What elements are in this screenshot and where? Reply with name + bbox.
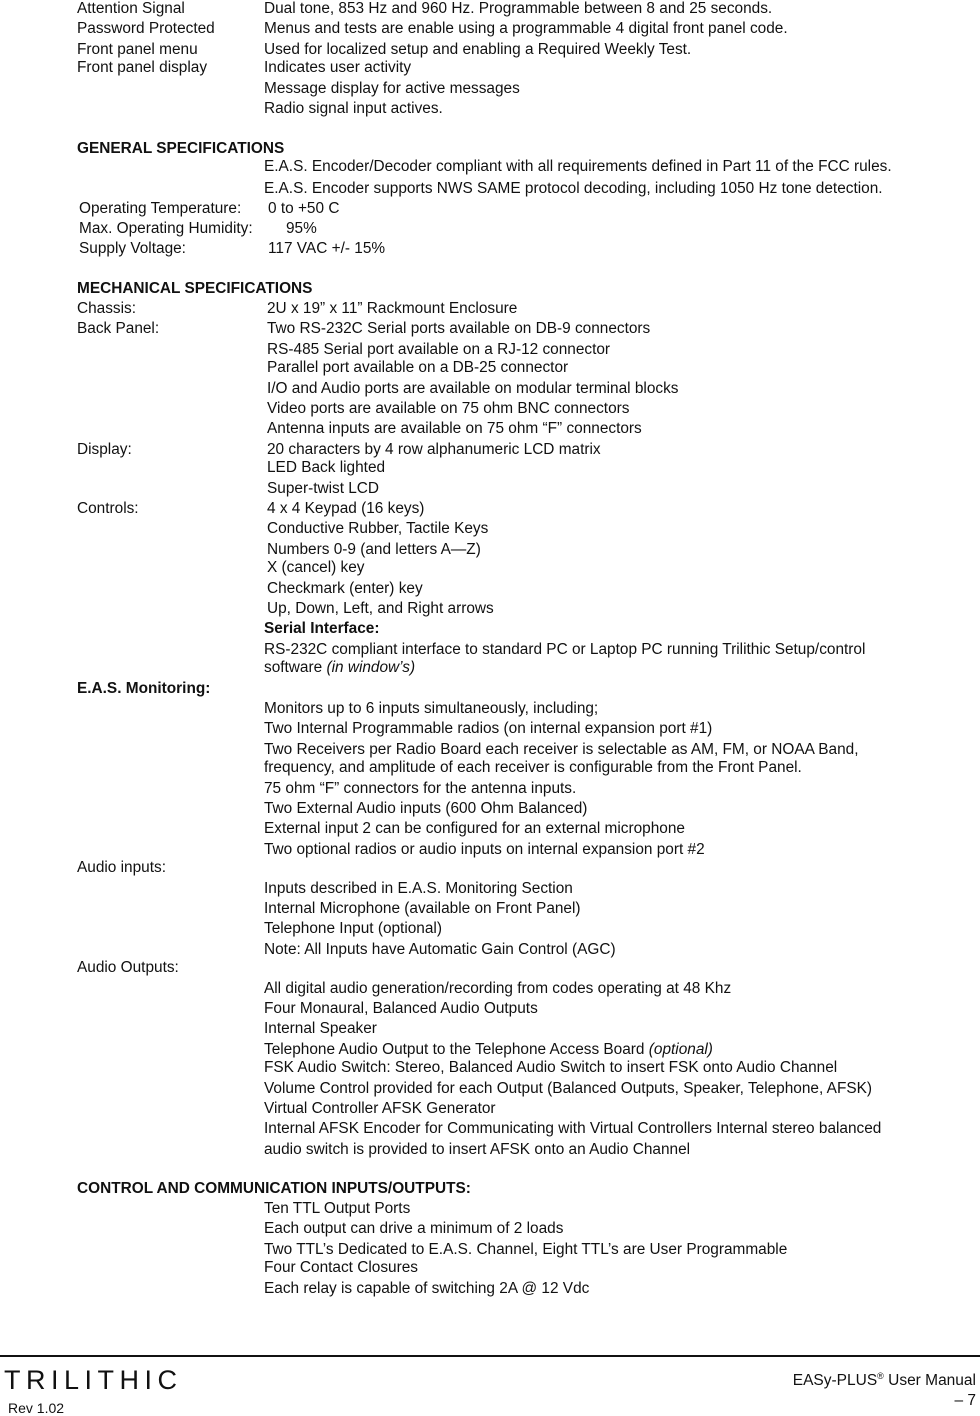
back-panel-item: Video ports are available on 75 ohm BNC connectors: [267, 400, 630, 417]
controls-item: Up, Down, Left, and Right arrows: [267, 600, 494, 617]
manual-name: User Manual: [883, 1372, 976, 1390]
front-panel-display-label: Front panel display: [77, 59, 208, 76]
back-panel-item: Antenna inputs are available on 75 ohm “F” connectors: [267, 420, 642, 437]
display-item: LED Back lighted: [267, 459, 386, 476]
control-line: Each relay is capable of switching 2A @ 12 Vdc: [264, 1280, 590, 1297]
audio-inputs-label: Audio inputs:: [77, 859, 166, 876]
operating-temp-label: Operating Temperature:: [79, 200, 242, 217]
control-line: Each output can drive a minimum of 2 loads: [264, 1220, 564, 1237]
front-panel-menu-label: Front panel menu: [77, 41, 198, 58]
brand-logo: TRILITHIC: [4, 1365, 183, 1395]
control-line: Ten TTL Output Ports: [264, 1200, 411, 1217]
audio-input-line: Telephone Input (optional): [264, 920, 442, 937]
back-panel-item: RS-485 Serial port available on a RJ-12 connector: [267, 341, 611, 358]
audio-output-line: All digital audio generation/recording from codes operating at 48 Khz: [264, 980, 732, 997]
audio-output-line: Internal Speaker: [264, 1020, 377, 1037]
humidity-value: 95%: [286, 220, 317, 237]
serial-interface-text: RS-232C compliant interface to standard PC or Laptop PC running Trilithic Setup/control: [264, 641, 866, 658]
audio-input-line: Note: All Inputs have Automatic Gain Control (AGC): [264, 941, 616, 958]
message-display-text: Message display for active messages: [264, 80, 520, 97]
phone-output-text: Telephone Audio Output to the Telephone Access Board: [264, 1041, 649, 1058]
general-heading: GENERAL SPECIFICATIONS: [77, 140, 285, 157]
supply-voltage-label: Supply Voltage:: [79, 240, 186, 257]
serial-software: software: [264, 659, 327, 676]
mechanical-heading: MECHANICAL SPECIFICATIONS: [77, 280, 313, 297]
manual-title: [793, 1366, 976, 1411]
general-line: E.A.S. Encoder/Decoder compliant with all requirements defined in Part 11 of the FCC rules.: [264, 158, 892, 175]
back-panel-item: Two RS-232C Serial ports available on DB-9 connectors: [267, 320, 651, 337]
audio-input-line: Inputs described in E.A.S. Monitoring Section: [264, 880, 573, 897]
supply-voltage-value: 117 VAC +/- 15%: [268, 240, 386, 257]
back-panel-item: Parallel port available on a DB-25 connector: [267, 359, 569, 376]
serial-interface-text-2: [264, 659, 415, 677]
eas-heading: E.A.S. Monitoring:: [77, 680, 211, 697]
eas-line: 75 ohm “F” connectors for the antenna inputs.: [264, 780, 577, 797]
front-panel-menu-text: Used for localized setup and enabling a Required Weekly Test.: [264, 41, 692, 58]
controls-item: X (cancel) key: [267, 559, 365, 576]
back-panel-label: Back Panel:: [77, 320, 160, 337]
eas-line: Two External Audio inputs (600 Ohm Balanced): [264, 800, 588, 817]
password-text: Menus and tests are enable using a programmable 4 digital front panel code.: [264, 20, 788, 37]
audio-output-line: Virtual Controller AFSK Generator: [264, 1100, 496, 1117]
humidity-label: Max. Operating Humidity:: [79, 220, 253, 237]
operating-temp-value: 0 to +50 C: [268, 200, 340, 217]
control-line: Four Contact Closures: [264, 1259, 418, 1276]
manual-title-line: [793, 1366, 976, 1391]
back-panel-item: I/O and Audio ports are available on modular terminal blocks: [267, 380, 679, 397]
page-number: – 7: [954, 1392, 976, 1410]
serial-window-note: (in window’s): [326, 659, 416, 676]
eas-line: Two optional radios or audio inputs on internal expansion port #2: [264, 841, 705, 858]
footer-divider: [0, 1355, 980, 1357]
serial-interface-heading: Serial Interface:: [264, 620, 380, 637]
registered-mark: ®: [877, 1371, 884, 1381]
controls-label: Controls:: [77, 500, 139, 517]
radio-signal-text: Radio signal input actives.: [264, 100, 443, 117]
attention-text: Dual tone, 853 Hz and 960 Hz. Programmable between 8 and 25 seconds.: [264, 0, 773, 17]
audio-output-line: Volume Control provided for each Output (Balanced Outputs, Speaker, Telephone, AFSK): [264, 1080, 873, 1097]
audio-output-line: audio switch is provided to insert AFSK onto an Audio Channel: [264, 1141, 691, 1158]
audio-output-phone: [264, 1041, 713, 1059]
audio-outputs-label: Audio Outputs:: [77, 959, 179, 976]
eas-line: frequency, and amplitude of each receiver is configurable from the Front Panel.: [264, 759, 802, 776]
eas-line: Monitors up to 6 inputs simultaneously, including;: [264, 700, 599, 717]
product-name: EASy-PLUS: [792, 1372, 878, 1390]
audio-output-line: Internal AFSK Encoder for Communicating with Virtual Controllers Internal stereo balanced: [264, 1120, 882, 1137]
controls-item: 4 x 4 Keypad (16 keys): [267, 500, 425, 517]
eas-line: Two Internal Programmable radios (on internal expansion port #1): [264, 720, 713, 737]
general-line: E.A.S. Encoder supports NWS SAME protocol decoding, including 1050 Hz tone detection.: [264, 180, 883, 197]
revision-label: Rev 1.02: [8, 1400, 65, 1416]
front-panel-display-text: Indicates user activity: [264, 59, 412, 76]
audio-output-line: FSK Audio Switch: Stereo, Balanced Audio Switch to insert FSK onto Audio Channel: [264, 1059, 838, 1076]
display-item: 20 characters by 4 row alphanumeric LCD matrix: [267, 441, 601, 458]
controls-item: Numbers 0-9 (and letters A—Z): [267, 541, 481, 558]
password-label: Password Protected: [77, 20, 215, 37]
phone-output-optional: (optional): [648, 1041, 713, 1058]
display-label: Display:: [77, 441, 132, 458]
display-item: Super-twist LCD: [267, 480, 380, 497]
audio-input-line: Internal Microphone (available on Front Panel): [264, 900, 581, 917]
control-heading: CONTROL AND COMMUNICATION INPUTS/OUTPUTS:: [77, 1180, 471, 1197]
eas-line: Two Receivers per Radio Board each receiver is selectable as AM, FM, or NOAA Band,: [264, 741, 859, 758]
eas-line: External input 2 can be configured for an external microphone: [264, 820, 685, 837]
controls-item: Conductive Rubber, Tactile Keys: [267, 520, 489, 537]
chassis-value: 2U x 19” x 11” Rackmount Enclosure: [267, 300, 518, 317]
chassis-label: Chassis:: [77, 300, 137, 317]
controls-item: Checkmark (enter) key: [267, 580, 423, 597]
audio-output-line: Four Monaural, Balanced Audio Outputs: [264, 1000, 538, 1017]
attention-label: Attention Signal: [77, 0, 185, 17]
control-line: Two TTL’s Dedicated to E.A.S. Channel, Eight TTL’s are User Programmable: [264, 1241, 788, 1258]
